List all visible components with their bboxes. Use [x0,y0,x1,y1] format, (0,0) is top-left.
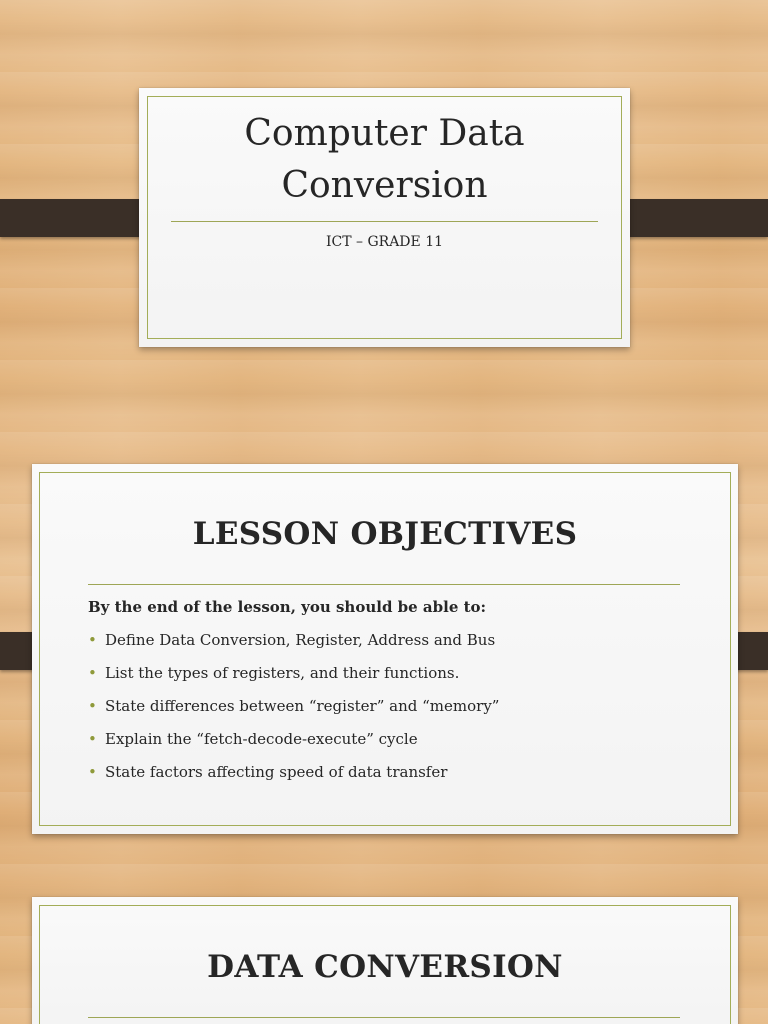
data-conversion-slide[interactable] [32,897,738,1024]
bullet-icon: • [88,664,97,682]
list-item [88,690,499,723]
bullet-icon: • [88,730,97,748]
bullet-icon: • [88,763,97,781]
objective-text: State differences between “register” and “memory” [105,697,500,715]
lesson-objectives-slide[interactable] [32,464,738,834]
data-conversion-divider [88,1017,680,1018]
objective-text: Explain the “fetch-decode-execute” cycle [105,730,418,748]
list-item [88,624,499,657]
list-item [88,657,499,690]
objectives-divider [88,584,680,585]
data-conversion-heading: DATA CONVERSION [207,949,563,985]
objectives-intro: By the end of the lesson, you should be able to: [88,598,487,616]
objective-text: List the types of registers, and their functions. [105,664,460,682]
objective-text: Define Data Conversion, Register, Address and Bus [105,631,496,649]
bullet-icon: • [88,631,97,649]
objectives-list [88,624,499,789]
title-slide[interactable] [139,88,630,347]
slide-subtitle: ICT – GRADE 11 [325,234,444,250]
slide-title: Computer Data Conversion [244,113,525,206]
objective-text: State factors affecting speed of data transfer [105,763,448,781]
objectives-heading: LESSON OBJECTIVES [192,516,578,552]
bullet-icon: • [88,697,97,715]
slide-1-right-tab [613,199,768,237]
list-item [88,756,499,789]
title-divider [171,221,598,222]
slide-1-left-tab [0,199,156,237]
list-item [88,723,499,756]
